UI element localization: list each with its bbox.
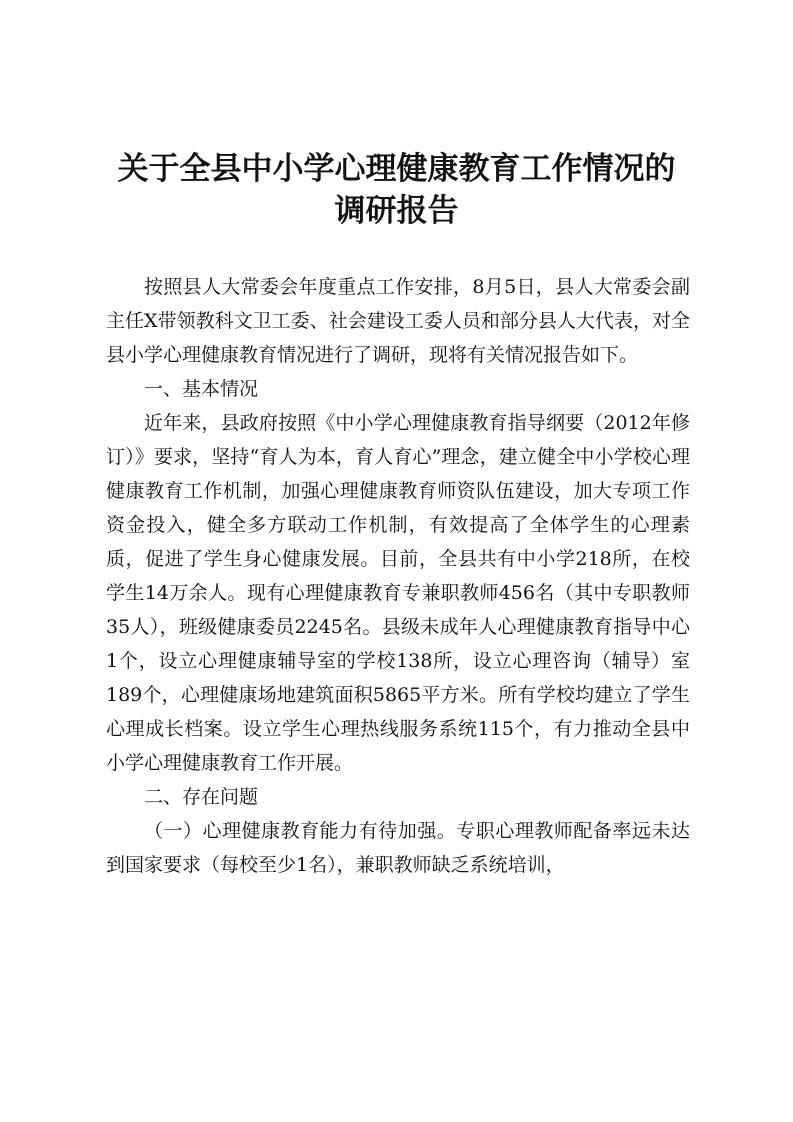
intro-paragraph: 按照县人大常委会年度重点工作安排，8月5日，县人大常委会副主任X带领教科文卫工委、社会建设工委人员和部分县人大代表，对全县小学心理健康教育情况进行了调研，现将有关情况报告如下。 [106,276,690,366]
section-heading-basic: 一、基本情况 [144,378,259,400]
title-line-1: 关于全县中小学心理健康教育工作情况的 [117,151,676,187]
basic-situation-paragraph: 近年来，县政府按照《中小学心理健康教育指导纲要（2012年修订）》要求，坚持“育人为本，育人育心”理念，建立健全中小学校心理健康教育工作机制，加强心理健康教育师资队伍建设，加大专项工作资金投入，健全多方联动工作机制，有效提高了全体学生的心理素质，促进了学生身心健康发展。目前，全县共有中小学218所，在校学生14万余人。现有心理健康教育专兼职教师456名（其中专职教师35人），班级健康委员2245名。县级未成年人心理健康教育指导中心1个，设立心理健康辅导室的学校138所，设立心理咨询（辅导）室189个，心理健康场地建筑面积5865平方米。所有学校均建立了学生心理成长档案。设立学生心理热线服务系统115个，有力推动全县中小学心理健康教育工作开展。 [106,412,690,774]
title-line-2: 调研报告 [334,193,459,229]
document-title [100,148,693,232]
document-body [106,270,690,882]
section-heading-problems: 二、存在问题 [144,786,259,808]
problem-item-1: （一）心理健康教育能力有待加强。专职心理教师配备率远未达到国家要求（每校至少1名），兼职教师缺乏系统培训， [106,820,690,876]
